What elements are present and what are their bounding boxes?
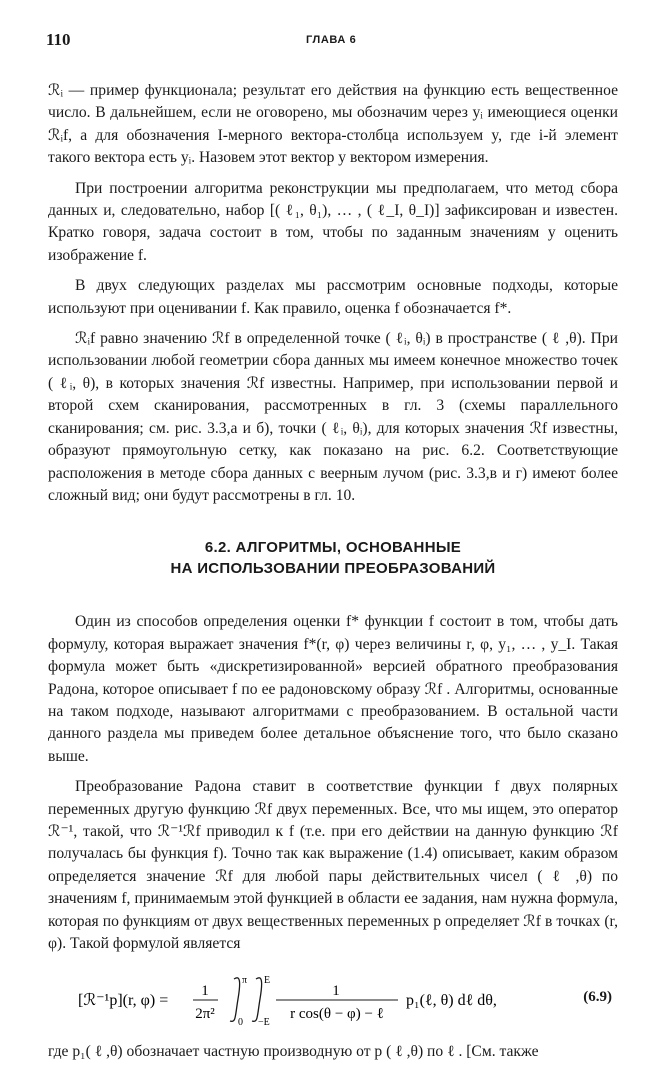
- fraction2-numerator: 1: [332, 983, 340, 1000]
- fraction1-denominator: 2π²: [195, 1006, 215, 1023]
- integral2-lower: −E: [258, 1017, 270, 1029]
- integral1-lower: 0: [238, 1017, 243, 1029]
- paragraph: При построении алгоритма реконструкции мы предполагаем, что метод сбора данных и, следовательно, набор [( ℓ₁, θ₁), … , ( ℓ_I, θ_I)] зафиксирован и известен. Кратко говоря, задача состоит в том, чтобы по заданным значениям y оценить изображение f.: [48, 179, 618, 264]
- paragraph: В двух следующих разделах мы рассмотрим основные подходы, которые используют при оценивании f. Как правило, оценка f обозначается f*.: [48, 277, 618, 317]
- equation-number: (6.9): [583, 989, 612, 1006]
- paragraph: где p₁( ℓ ,θ) обозначает частную производную от p ( ℓ ,θ) по ℓ . [См. также: [48, 1043, 539, 1061]
- integral2-upper: E: [264, 975, 271, 987]
- paragraph: Один из способов определения оценки f* функции f состоит в том, чтобы дать формулу, которая выражает значения f*(r, φ) через величины r, φ, y₁, … , y_I. Такая формула может быть «дискретизированной» версией обратного преобразования Радона, которое описывает f по ее радоновскому образу ℛf . Алгоритмы, основанные на таком подходе, называют алгоритмами с преобразованием. В остальной части данного раздела мы приведем более детальное объяснение того, что было сказано выше.: [48, 613, 618, 765]
- integrand-tail: p₁(ℓ, θ) dℓ dθ,: [406, 992, 497, 1010]
- running-head: ГЛАВА 6: [306, 34, 357, 46]
- fraction1-numerator: 1: [201, 983, 209, 1000]
- page-number: 110: [46, 30, 71, 49]
- section-title-line: 6.2. АЛГОРИТМЫ, ОСНОВАННЫЕ: [204, 539, 462, 557]
- body-text: [48, 80, 618, 1072]
- paragraph: ℛᵢf равно значению ℛf в определенной точке ( ℓᵢ, θᵢ) в пространстве ( ℓ ,θ). При использовании любой геометрии сбора данных мы имеем конечное множество точек ( ℓᵢ, θ), в которых значения ℛf известны. Например, при использовании первой и второй схем сканирования, рассмотренных в гл. 3 (схемы параллельного сканирования; см. рис. 3.3,а и б), точки ( ℓᵢ, θᵢ), для которых значения ℛf известны, образуют прямоугольную сетку, как показано на рис. 6.2. Соответствующие расположения в методе сбора данных с веерным лучом (рис. 3.3,в и г) имеют более сложный вид; они будут рассмотрены в гл. 10.: [48, 330, 618, 504]
- equation: [48, 967, 618, 1031]
- fraction2-denominator: r cos(θ − φ) − ℓ: [290, 1006, 384, 1023]
- equation-lhs: [ℛ⁻¹p](r, φ) =: [78, 992, 169, 1010]
- equation-formula: [78, 971, 578, 1031]
- paragraph: Преобразование Радона ставит в соответствие функции f двух полярных переменных другую функцию ℛf двух переменных. Все, что мы ищем, это оператор ℛ⁻¹, такой, что ℛ⁻¹ℛf приводил к f (т.е. при его действии на данную функцию ℛf получалась бы функция f). Точно так как выражение (1.4) описывает, каким образом определяется значение ℛf для любой пары действительных чисел ( ℓ ,θ) по значениям f, принимаемым этой функцией в области ее задания, нам нужна формула, которая по функциям от двух вещественных переменных p определяет ℛf в точках (r, φ). Такой формулой является: [48, 778, 618, 952]
- section-title-line: НА ИСПОЛЬЗОВАНИИ ПРЕОБРАЗОВАНИЙ: [170, 560, 496, 578]
- paragraph: ℛᵢ — пример функционала; результат его действия на функцию есть вещественное число. В дальнейшем, если не оговорено, мы обозначим через yᵢ имеющиеся оценки ℛᵢf, а для обозначения I-мерного вектора-столбца используем y, где i-й элемент такого вектора есть yᵢ. Назовем этот вектор y вектором измерения.: [48, 82, 618, 167]
- section-title: [48, 537, 618, 579]
- integral1-upper: π: [242, 975, 248, 987]
